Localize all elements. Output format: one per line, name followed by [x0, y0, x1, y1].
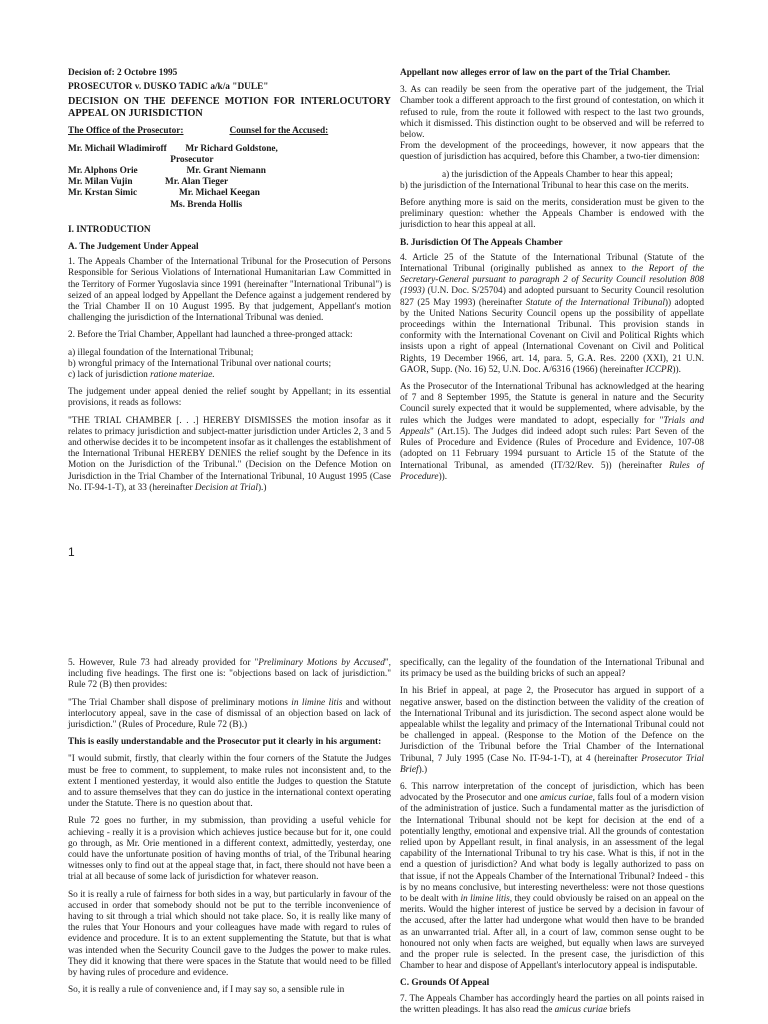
text: and without interlocutory appeal, save in the case of dismissal of an objection based on lack of jurisdiction." (Rules of Procedure, Rule 72 (B).) [68, 697, 391, 731]
counsel-name-line: Mr. Milan Vujin Mr. Alan Tieger [68, 177, 229, 188]
italic-text: ICCPR [645, 364, 673, 375]
paragraph-preliminary-question: Before anything more is said on the merits, consideration must be given to the preliminary question: whether the Appeals Chamber is endowed with the jurisdiction to hear this appeal at all. [400, 198, 704, 231]
paragraph-6 [400, 782, 704, 972]
prosecutor-quote-4: So, it is really a rule of convenience and, if I may say so, a sensible rule in [68, 985, 345, 996]
quote-citation-italic: Decision at Trial [194, 482, 258, 493]
page-separator [0, 640, 768, 650]
italic-text: amicus curiae [540, 793, 593, 804]
text: )). [438, 471, 448, 482]
text: As the Prosecutor of the International Tribunal has acknowledged at the hearing of 7 and 8 September 1995, the Statute is general in nature and the Security Council surely expected that it would be supplemented, where advisable, by the rules which the Judges were mandated to adopt, especially for " [400, 382, 704, 426]
text: , falls foul of a modern vision of the administration of justice. Such a fundamental matter as the jurisdiction of the International Tribunal should not be kept for decision at the end of a potentially lengthy, emotional and expensive trial. All the grounds of contestation relied upon by Appellant result, in final analysis, in an assessment of the legal capability of the International Tribunal to try his case. What is this, if not in the end a question of jurisdiction? And what body is legally authorized to pass on that issue, if not the Appeals Chamber of the International Tribunal? Indeed - this is by no means conclusive, but interesting nevertheless: were not those questions to be dealt with [400, 793, 704, 905]
office-of-prosecutor-label: The Office of the Prosecutor: [68, 126, 184, 137]
section-heading-introduction: I. INTRODUCTION [68, 224, 151, 235]
counsel-header-row [68, 126, 391, 137]
document-page-2 [0, 650, 768, 1024]
list-item-text: c) lack of jurisdiction [68, 370, 151, 381]
paragraph-prosecutor-brief [400, 686, 704, 776]
prosecutor-quote-1: "I would submit, firstly, that clearly within the four corners of the Statute the Judges must be free to comment, to supplement, to make rules not inconsistent and, to the extent I mentioned yesterday, it would also entitle the Judges to question the Statute and to assure themselves that they can do justice in the international context operating under the Statute. There is no question about that. [68, 754, 391, 810]
decision-date: Decision of: 2 Octobre 1995 [68, 68, 178, 78]
italic-text: Trials and Appeals [400, 415, 704, 437]
counsel-name-line: Mr. Krstan Simic Mr. Michael Keegan [68, 188, 260, 199]
counsel-name-line: Mr. Michail Wladimiroff Mr Richard Goldstone, [68, 143, 278, 154]
quote-text: ).) [257, 482, 267, 493]
italic-text: Rules of Procedure [400, 460, 704, 482]
page-2-right-column [400, 658, 704, 1022]
paragraph-7 [400, 994, 704, 1016]
prosecutor-quote-3: So it is really a rule of fairness for both sides in a way, but particularly in favour of the accused in order that somebody should not be put to the terrible inconvenience of having to sit through a trial which should not take place. So, it is really like many of the rules that Your Honours and your colleagues have made with regard to rules of evidence and procedure. It is to an extent supplementing the Statute, but that is what was intended when the Security Council gave to the Judges the power to make rules. They did it knowing that there were spaces in the Statute that would need to be filled by having rules of procedure and evidence. [68, 889, 391, 979]
paragraph-2: 2. Before the Trial Chamber, Appellant had launched a three-pronged attack: [68, 330, 353, 341]
paragraph-3: 3. As can readily be seen from the operative part of the judgement, the Trial Chamber took a different approach to the first ground of contestation, on which it refused to rule, from the route it followed with respect to the last two grounds, which it dismissed. This distinction ought to be observed and will be referred to below. [400, 85, 704, 141]
page-1-right-column [400, 68, 704, 489]
text: , they could obviously be raised on an appeal on the merits. Would the higher interest of justice be served by a decision in favour of the accused, after the latter had undergone what would then have to be branded as an unwarranted trial. After all, in a court of law, common sense ought to be honoured not only when facts are weighed, but equally when laws are surveyed and the proper rule is selected. In the present case, the jurisdiction of this Chamber to hear and dispose of Appellant's interlocutory appeal is indisputable. [400, 894, 704, 972]
section-heading-grounds-of-appeal: C. Grounds Of Appeal [400, 978, 490, 989]
text: )) adopted by the United Nations Security Council opens up the possibility of appellate proceedings within the International Tribunal. This provision stands in conformity with the International Covenant on Civil and Political Rights which insists upon a right of appeal (International Covenant on Civil and Political Rights, 19 December 1966, art. 14, para. 5, G.A. Res. 2200 (XXI), 21 U.N. GAOR, Supp. (No. 16) 52, U.N. Doc. A/6316 (1966) (hereinafter [400, 297, 704, 375]
counsel-names-list [68, 144, 391, 211]
italic-text: Statute of the International Tribunal [525, 297, 665, 308]
page-2-left-column [68, 658, 391, 1002]
page-number: 1 [68, 545, 75, 559]
attack-grounds-list [68, 348, 391, 382]
decision-title: DECISION ON THE DEFENCE MOTION FOR INTERLOCUTORY APPEAL ON JURISDICTION [68, 96, 391, 120]
paragraph-legality-question: specifically, can the legality of the foundation of the International Tribunal and its primacy be used as the building bricks of such an appeal? [400, 658, 704, 680]
italic-text: Prosecutor Trial Brief [400, 753, 704, 775]
list-item-italic: ratione materiae. [150, 370, 215, 381]
italic-text: amicus curiae [554, 1004, 608, 1015]
paragraph-1: 1. The Appeals Chamber of the International Tribunal for the Prosecution of Persons Responsible for Serious Violations of International Humanitarian Law Committed in the Territory of Former Yugoslavia since 1991 (hereinafter "International Tribunal") is seized of an appeal lodged by Appellant the Defence against a judgement rendered by the Trial Chamber II on 10 August 1995. By that judgement, Appellant's motion challenging the jurisdiction of the International Tribunal was denied. [68, 257, 391, 324]
italic-text: in limine litis [291, 697, 343, 708]
italic-text: Preliminary Motions by Accused [258, 658, 385, 668]
text: In his Brief in appeal, at page 2, the Prosecutor has argued in support of a negative answer, based on the distinction between the validity of the creation of the International Tribunal and its jurisdiction. The second aspect alone would be appealable whilst the legality and primacy of the International Tribunal could not be challenged in appeal. (Response to the Motion of the Defence on the Jurisdiction of the Tribunal before the Trial Chamber of the International Tribunal, 7 July 1995 (Case No. IT-94-1-T), at 4 (hereinafter [400, 686, 704, 764]
counsel-for-accused-label: Counsel for the Accused: [229, 126, 329, 137]
paragraph-judgement: The judgement under appeal denied the relief sought by Appellant; in its essential provisions, it reads as follows: [68, 387, 391, 409]
counsel-name-line: Prosecutor [68, 154, 214, 165]
text: 7. The Appeals Chamber has accordingly heard the parties on all points raised in the written pleadings. It has also read the [400, 993, 704, 1015]
trial-chamber-quote [68, 416, 391, 494]
section-heading-judgement-under-appeal: A. The Judgement Under Appeal [68, 242, 199, 253]
counsel-name-line: Mr. Alphons Orie Mr. Grant Niemann [68, 166, 266, 177]
prosecutor-quote-2: Rule 72 goes no further, in my submission, than providing a useful vehicle for achieving - really it is a provision which achieves justice because but for it, one could go through, as Mr. Orie mentioned in a different context, admittedly, yesterday, one could have the unfortunate position of having months of trial, of the Tribunal hearing witnesses only to find out at the appeal stage that, in fact, there should not have been a trial at all because of some lack of jurisdiction for whatever reason. [68, 816, 391, 883]
text: 6. This narrow interpretation of the concept of jurisdiction, which has been advocated by the Prosecutor and one [400, 782, 704, 804]
case-parties: PROSECUTOR v. DUSKO TADIC a/k/a "DULE" [68, 82, 269, 93]
section-heading-jurisdiction-appeals-chamber: B. Jurisdiction Of The Appeals Chamber [400, 237, 563, 248]
prosecutor-argument-heading: This is easily understandable and the Prosecutor put it clearly in his argument: [68, 737, 382, 748]
rule-72-quote [68, 698, 391, 732]
tier-item: b) the jurisdiction of the International Tribunal to hear this case on the merits. [400, 180, 689, 191]
list-item: b) wrongful primacy of the International Tribunal over national courts; [68, 358, 332, 369]
paragraph-4 [400, 253, 704, 376]
text: briefs [607, 1004, 631, 1015]
counsel-name-line: Ms. Brenda Hollis [68, 199, 243, 210]
text: 4. Article 25 of the Statute of the International Tribunal (Statute of the International Tribunal (originally published as annex to [400, 252, 704, 275]
italic-text: in limine litis [460, 894, 510, 905]
error-of-law-heading: Appellant now alleges error of law on the part of the Trial Chamber. [400, 68, 671, 78]
text: (U.N. Doc. S/25704) and adopted pursuant to Security Council resolution 827 (25 May 1993) (hereinafter [400, 286, 704, 308]
paragraph-5 [68, 658, 391, 692]
paragraph-3b: From the development of the proceedings, however, it now appears that the question of jurisdiction has acquired, before this Chamber, a two-tier dimension: [400, 141, 704, 163]
text: ", including five headings. The first one is: "objections based on lack of jurisdiction." Rule 72 (B) then provides: [68, 658, 391, 691]
text: 5. However, Rule 73 had already provided for " [68, 658, 259, 668]
text: "The Trial Chamber shall dispose of preliminary motions [68, 697, 292, 708]
italic-text: the Report of the Secretary-General pursuant to paragraph 2 of Security Council resolution 808 (1993) [400, 264, 704, 297]
page-1-left-column [68, 68, 391, 500]
text: " (Art.15). The Judges did indeed adopt such rules: Part Seven of the Rules of Procedure and Evidence (Rules of Procedure and Evidence, 107-08 (adopted on 11 February 1994 pursuant to Article 15 of the Statute of the International Tribunal, as amended (IT/32/Rev. 5)) (hereinafter [400, 426, 704, 471]
tier-item: a) the jurisdiction of the Appeals Chamber to hear this appeal; [442, 169, 673, 180]
quote-text: "THE TRIAL CHAMBER [. . .] HEREBY DISMISSES the motion insofar as it relates to primacy jurisdiction and subject-matter jurisdiction under Articles 2, 3 and 5 and otherwise decides it to be incompetent insofar as it challenges the establishment of the International Tribunal HEREBY DENIES the relief sought by the Defence in its Motion on the Jurisdiction of the Tribunal." (Decision on the Defence Motion on Jurisdiction in the Trial Chamber of the International Tribunal, 10 August 1995 (Case No. IT-94-1-T), at 33 (hereinafter [68, 415, 391, 493]
list-item: a) illegal foundation of the International Tribunal; [68, 347, 254, 358]
text: ).) [418, 764, 428, 775]
text: )). [672, 364, 681, 375]
list-item [68, 370, 391, 381]
paragraph-prosecutor-acknowledged [400, 382, 704, 483]
